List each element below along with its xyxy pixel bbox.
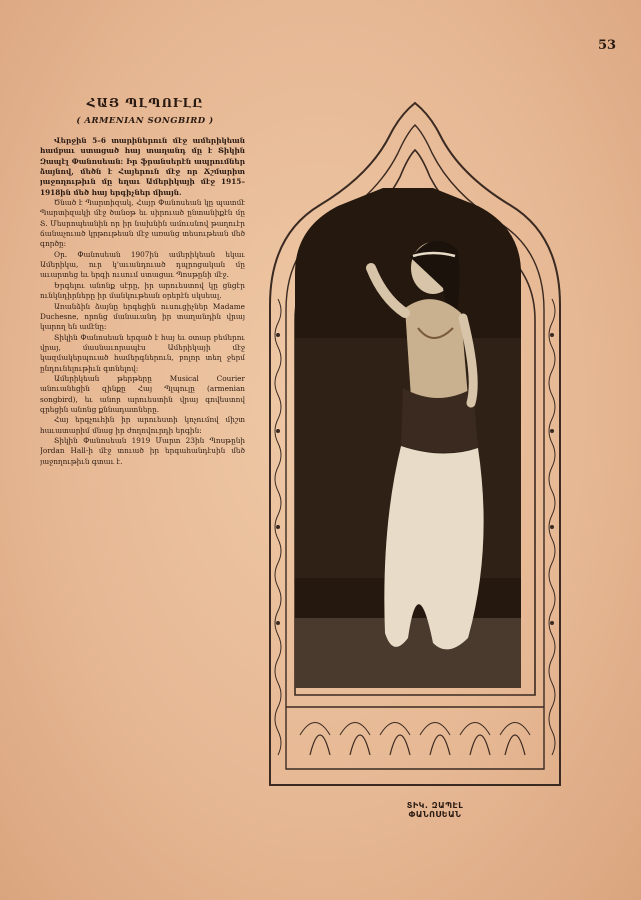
paragraph: Հայ երգչուհին իր արուեստի կոչումով միշտ հաւատարիմ մնաց իր ժողովուրդի երգին: <box>40 415 245 435</box>
paragraph: Երգելու անոնք սէրը, իր արուեստով կը ցնցէր ունկնդիրները իր մանկութեան օրերէն սկսեալ. <box>40 280 245 301</box>
paragraph: Առանձին ձայնը երգեցին ուսուցիչներ Madame Duchesne, որոնց մանաւանդ իր տաղանդին վրայ կարող են ամէնը: <box>40 301 245 332</box>
paragraph: Տիկին Փանոսեան 1919 Մարտ 23ին Պոսթընի Jordan Hall-ի մէջ տուած իր երգահանդէսին մեծ յաջողութիւն գտաւ է. <box>40 435 245 466</box>
figure-caption: ՏԻԿ. ԶԱՊԷԼ ՓԱՆՈՍԵԱՆ <box>406 801 464 819</box>
paragraph: Ամերիկեան թերթերը Musical Courier անուանեցին զինքը Հայ Պլպուլը (armenian songbird), եւ անոր արուեստին վրայ գովեստով գրեցին անոնց քննադատները. <box>40 373 245 414</box>
article-body <box>40 136 245 866</box>
page-number: 53 <box>598 38 617 53</box>
paragraph: Վերջին 5–6 տարիներուն մէջ ամերիկեան համբաւ ստացած հայ տաղանդ մը է Տիկին Զապէլ Փանոսեան: Իր ֆրանսերէն ապրումներ ձայնով, մեծն է Հայերուն մէջ որ Ճշմարիտ յաջողութիւն մը եղաւ Ամերիկայի մէջ 1915–1918ին մեծ հայ երգիչներ միայն. <box>40 136 245 197</box>
paragraph: Տիկին Փանոսեան երգած է հայ եւ օտար բեմերու վրայ, մասնաւորապէս Ամերիկայի մէջ կազմակերպուած համերգներուն, բոլոր տեղ ջերմ ընդունելութիւն գտնելով: <box>40 332 245 373</box>
paragraph: Օր. Փանոսեան 1907ին ամերիկեան եկաւ Ամերիկա, ուր կ'աւանդուած դպրոցական մը աւարտեց եւ երգի ուսում ստացաւ Պոսթընի մէջ. <box>40 249 245 280</box>
paragraph: Ծնած է Պարտիզակ, Հայր Փանոսեան կը պատմէ Պարտիզակի մէջ ծանօթ եւ սիրուած ընտանիքէն մը Տ. Մեսրոպեանին որ իր նախնին ամուսնով թաղուէր ճանաչուած կրթութեան մէջ առանց տեսութեան մեծ գործը: <box>40 198 245 249</box>
article-title: ՀԱՅ ՊԼՊՈՒԼԸ <box>86 96 204 110</box>
article-subtitle: ( ARMENIAN SONGBIRD ) <box>76 116 214 126</box>
portrait-photo <box>293 188 523 688</box>
